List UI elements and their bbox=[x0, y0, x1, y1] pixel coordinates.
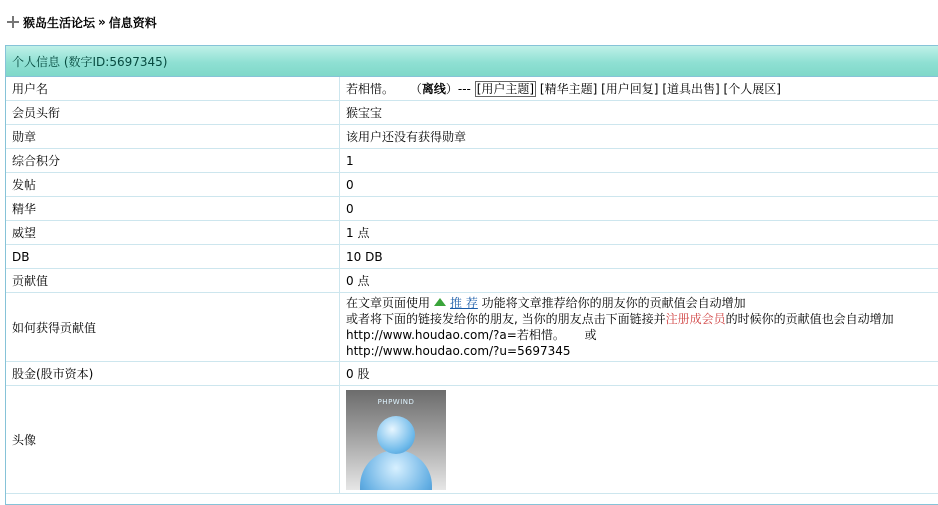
breadcrumb-separator: » bbox=[98, 15, 106, 29]
status-close: ）--- bbox=[446, 82, 471, 96]
breadcrumb-current-page: 信息资料 bbox=[109, 14, 157, 31]
avatar-body-shape bbox=[360, 450, 432, 490]
how-line2-pre: 或者将下面的链接发给你的朋友, 当你的朋友点击下面链接并 bbox=[346, 312, 666, 326]
medal-value: 该用户还没有获得勋章 bbox=[340, 125, 938, 149]
table-row bbox=[6, 293, 938, 362]
panel-header bbox=[6, 46, 938, 77]
row-label: 用户名 bbox=[6, 77, 340, 101]
referral-url-id[interactable]: http://www.houdao.com/?u=5697345 bbox=[346, 344, 571, 358]
or-text: 或 bbox=[585, 328, 597, 342]
row-label: 威望 bbox=[6, 221, 340, 245]
recommend-link[interactable]: 推 荐 bbox=[450, 296, 478, 310]
row-label: 如何获得贡献值 bbox=[6, 293, 340, 362]
row-label: 综合积分 bbox=[6, 149, 340, 173]
digest-value: 0 bbox=[340, 197, 938, 221]
table-row bbox=[6, 149, 938, 173]
posts-value: 0 bbox=[340, 173, 938, 197]
row-label: 贡献值 bbox=[6, 269, 340, 293]
how-line1-post: 功能将文章推荐给你的朋友你的贡献值会自动增加 bbox=[482, 296, 746, 310]
recommend-icon bbox=[434, 298, 446, 306]
table-row bbox=[6, 362, 938, 386]
how-line2-post: 的时候你的贡献值也会自动增加 bbox=[726, 312, 894, 326]
user-topics-link[interactable]: [用户主题] bbox=[475, 81, 536, 97]
table-row bbox=[6, 101, 938, 125]
referral-url-name[interactable]: http://www.houdao.com/?a=若相惜。 bbox=[346, 328, 565, 342]
table-row bbox=[6, 125, 938, 149]
row-label: 头像 bbox=[6, 386, 340, 494]
table-row bbox=[6, 245, 938, 269]
table-row bbox=[6, 221, 938, 245]
user-replies-link[interactable]: [用户回复] bbox=[601, 82, 658, 96]
register-link[interactable]: 注册成会员 bbox=[666, 312, 726, 326]
table-row bbox=[6, 386, 938, 494]
profile-table bbox=[6, 77, 938, 494]
home-plus-icon bbox=[6, 15, 20, 29]
row-label: DB bbox=[6, 245, 340, 269]
online-status: 离线 bbox=[422, 82, 446, 96]
profile-panel bbox=[5, 45, 938, 505]
how-to-earn-cell bbox=[340, 293, 938, 362]
row-label: 股金(股市资本) bbox=[6, 362, 340, 386]
table-row bbox=[6, 269, 938, 293]
score-value: 1 bbox=[340, 149, 938, 173]
stock-value: 0 股 bbox=[340, 362, 938, 386]
item-sales-link[interactable]: [道具出售] bbox=[662, 82, 719, 96]
row-label: 勋章 bbox=[6, 125, 340, 149]
contribution-value: 0 点 bbox=[340, 269, 938, 293]
avatar-cell bbox=[340, 386, 938, 494]
personal-gallery-link[interactable]: [个人展区] bbox=[724, 82, 781, 96]
db-value: 10 DB bbox=[340, 245, 938, 269]
username-cell bbox=[340, 77, 938, 101]
row-label: 精华 bbox=[6, 197, 340, 221]
username-value: 若相惜。 bbox=[346, 82, 394, 96]
how-line1-pre: 在文章页面使用 bbox=[346, 296, 430, 310]
table-row bbox=[6, 173, 938, 197]
avatar-brand: PHPWIND bbox=[346, 398, 446, 406]
avatar-head-shape bbox=[377, 416, 415, 454]
prestige-value: 1 点 bbox=[340, 221, 938, 245]
status-open: （ bbox=[410, 82, 422, 96]
member-title-value: 猴宝宝 bbox=[340, 101, 938, 125]
breadcrumb-forum-link[interactable]: 猴岛生活论坛 bbox=[23, 14, 95, 31]
table-row bbox=[6, 197, 938, 221]
avatar bbox=[346, 390, 446, 490]
table-row bbox=[6, 77, 938, 101]
user-digest-link[interactable]: [精华主题] bbox=[540, 82, 597, 96]
breadcrumb bbox=[6, 13, 157, 31]
row-label: 会员头衔 bbox=[6, 101, 340, 125]
row-label: 发帖 bbox=[6, 173, 340, 197]
panel-header-title: 个人信息 (数字ID:5697345) bbox=[12, 53, 167, 70]
